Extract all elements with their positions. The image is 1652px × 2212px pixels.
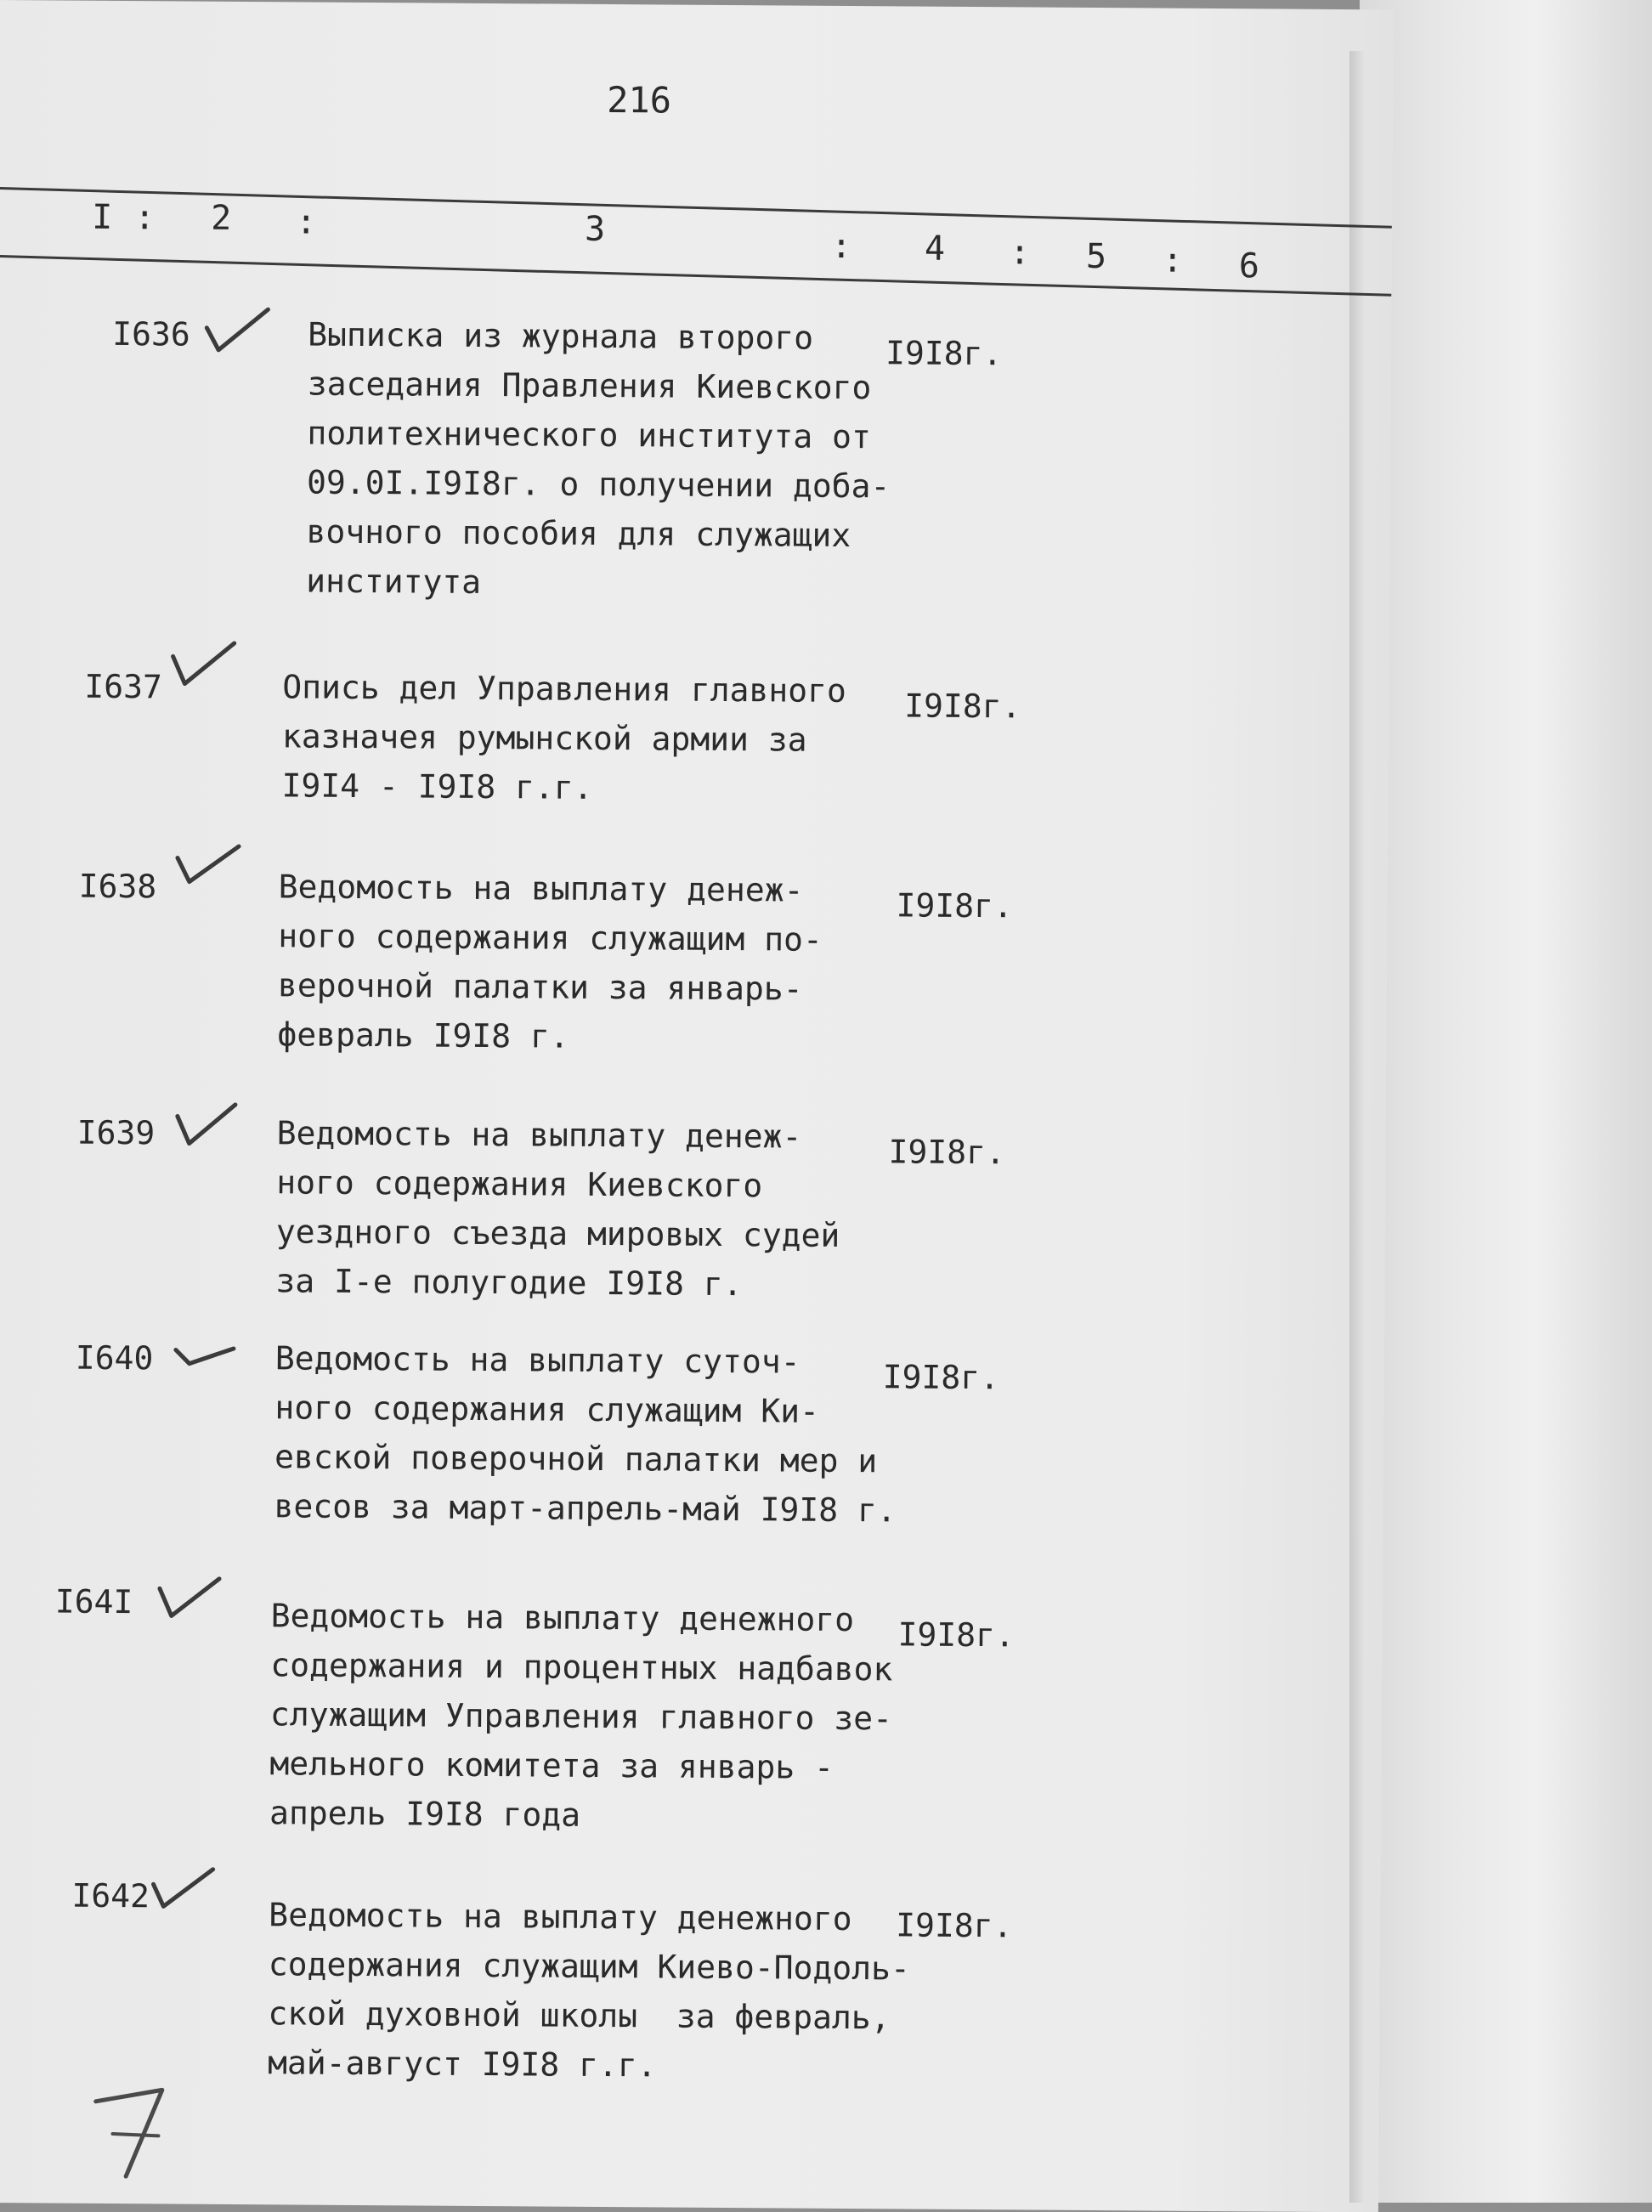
column-separator: :: [1162, 240, 1184, 280]
handwritten-mark: [87, 2074, 181, 2186]
checkmark-icon: [171, 1329, 239, 1381]
checkmark-icon: [174, 839, 242, 891]
entry-description: Ведомость на выплату суточ- ного содержания служащим Ки- евской поверочной палатки мер и весов за март-апрель-май I9I8 г.: [274, 1339, 897, 1530]
entry-number: I638: [78, 867, 157, 906]
header-top-rule: [0, 187, 1392, 229]
entry-description: Выписка из журнала второго заседания Правления Киевского политехнического института от 09.0I.I9I8г. о получении доба- вочного пособия для служащих института: [306, 315, 891, 601]
entry-year: I9I8г.: [896, 886, 1014, 925]
entry-year: I9I8г.: [896, 1906, 1013, 1945]
entry-description: Ведомость на выплату денежного содержания служащим Киево-Подоль- ской духовной школы за февраль, май-август I9I8 г.г.: [267, 1896, 910, 2085]
entry-description: Опись дел Управления главного казначея румынской армии за I9I4 - I9I8 г.г.: [281, 668, 846, 806]
entry-number: I640: [75, 1338, 154, 1378]
column-header-1: I: [92, 197, 113, 237]
entry-year: I9I8г.: [897, 1615, 1016, 1655]
column-header-2: 2: [211, 198, 232, 238]
checkmark-icon: [173, 1100, 240, 1152]
background-paper: [1360, 0, 1652, 2203]
column-separator: :: [296, 202, 317, 242]
entry-number: I636: [112, 314, 190, 354]
entry-number: I642: [71, 1876, 150, 1915]
page-number: 216: [607, 78, 672, 122]
entry-description: Ведомость на выплату денежного содержания и процентных надбавок служащим Управления главного зе- мельного комитета за январь - апрель I9I8 года: [269, 1597, 893, 1834]
checkmark-icon: [203, 306, 271, 358]
column-separator: :: [830, 226, 852, 267]
page-edge-shadow: [1349, 51, 1365, 2203]
entry-year: I9I8г.: [885, 334, 1003, 373]
column-header-3: 3: [584, 209, 606, 249]
entry-year: I9I8г.: [882, 1358, 1000, 1397]
column-header-6: 6: [1238, 246, 1260, 286]
checkmark-icon: [155, 1571, 223, 1623]
column-header-5: 5: [1085, 236, 1107, 277]
checkmark-icon: [148, 1864, 216, 1915]
entry-year: I9I8г.: [888, 1133, 1005, 1172]
checkmark-icon: [169, 637, 237, 689]
entry-number: I64I: [54, 1582, 133, 1621]
entry-description: Ведомость на выплату денеж- ного содержания Киевского уездного съезда мировых судей за I-е полугодие I9I8 г.: [275, 1114, 840, 1304]
column-header-4: 4: [924, 229, 946, 269]
entry-year: I9I8г.: [904, 687, 1021, 726]
column-separator: :: [1009, 233, 1031, 273]
column-separator: :: [134, 198, 156, 238]
entry-description: Ведомость на выплату денеж- ного содержания служащим по- верочной палатки за январь- февраль I9I8 г.: [277, 868, 823, 1055]
entry-number: I639: [76, 1113, 156, 1152]
entry-number: I637: [84, 667, 163, 706]
